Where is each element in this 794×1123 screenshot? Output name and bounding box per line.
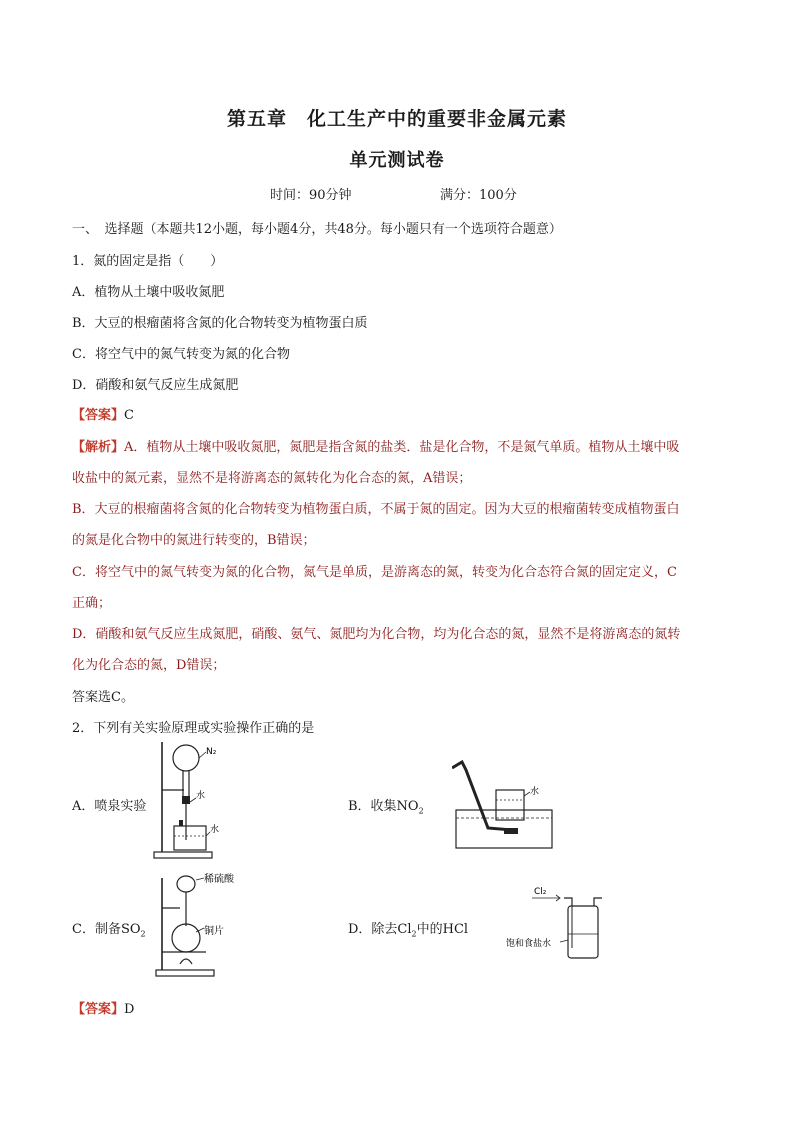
q2-option-b: B．收集$NO_2$ [348, 799, 424, 816]
fig-b-water-label: 水 [530, 787, 540, 797]
figure-remove-hcl [504, 884, 614, 968]
fig-c-copper-label: 铜片 [204, 926, 224, 937]
section-heading: 一、 选择题（本题共12小题，每小题4分，共48分。每小题只有一个选项符合题意） [72, 222, 562, 237]
q1-analysis-line-4: 的氮是化合物中的氮进行转变的，B错误； [72, 533, 316, 548]
figure-prepare-so2 [152, 868, 262, 980]
q2-stem: 2．下列有关实验原理或实验操作正确的是 [72, 721, 315, 736]
q2-answer [72, 998, 134, 1017]
q1-analysis-line-3: B．大豆的根瘤菌将含氮的化合物转变为植物蛋白质，不属于氮的固定。因为大豆的根瘤菌转变成植物蛋白 [72, 502, 680, 517]
answer-label: 【答案】 [72, 408, 125, 423]
fig-d-brine-label: 饱和食盐水 [506, 939, 552, 949]
q1-analysis-line-5: C．将空气中的氮气转变为氮的化合物，氮气是单质，是游离态的氮，转变为化合态符合氮的固定定义，C [72, 565, 677, 580]
exam-score: 满分：100分 [440, 188, 517, 203]
fig-c-acid-label: 稀硫酸 [204, 874, 234, 885]
figure-fountain-experiment [150, 740, 230, 862]
q1-analysis-line-2: 收盐中的氮元素，显然不是将游离态的氮转化为化合态的氮，A错误； [72, 471, 472, 486]
answer-value: C [124, 408, 134, 423]
fig-a-water-label-2: 水 [210, 825, 220, 835]
analysis-label: 【解析】 [72, 440, 125, 455]
q2-option-c: C．制备$SO_2$ [72, 922, 146, 939]
page-subtitle: 单元测试卷 [349, 150, 445, 171]
q1-analysis-line-6: 正确； [72, 596, 112, 611]
q2-option-a: A．喷泉实验 [72, 799, 147, 814]
q1-option-b: B．大豆的根瘤菌将含氮的化合物转变为植物蛋白质 [72, 316, 368, 331]
q1-option-a: A．植物从土壤中吸收氮肥 [72, 285, 225, 300]
q1-analysis-line-8: 化为化合态的氮，D错误； [72, 658, 226, 673]
page-title: 第五章 化工生产中的重要非金属元素 [226, 108, 567, 130]
fig-a-n2-label: N₂ [206, 747, 217, 757]
q1-analysis-line-7: D．硝酸和氨气反应生成氮肥，硝酸、氨气、氮肥均为化合物，均为化合态的氮，显然不是将游离态的氮转 [72, 627, 681, 642]
q1-analysis-line-1: 【解析】A．植物从土壤中吸收氮肥，氮肥是指含氮的盐类．盐是化合物，不是氮气单质。植物从土壤中吸 [72, 440, 680, 455]
fig-a-water-label-1: 水 [196, 791, 206, 801]
q1-answer [72, 404, 134, 423]
q1-conclusion: 答案选C。 [72, 690, 134, 705]
answer-label: 【答案】 [72, 1002, 125, 1017]
q1-option-c: C．将空气中的氮气转变为氮的化合物 [72, 347, 290, 362]
fig-d-cl2-label: Cl₂ [534, 887, 547, 897]
exam-time: 时间：90分钟 [270, 188, 352, 203]
q2-option-d: D．除去$Cl_2$中的HCl [348, 922, 469, 939]
figure-collect-no2 [452, 760, 562, 852]
q1-stem: 1．氮的固定是指（ ） [72, 254, 224, 269]
answer-value: D [124, 1002, 135, 1017]
q1-option-d: D．硝酸和氨气反应生成氮肥 [72, 378, 239, 393]
